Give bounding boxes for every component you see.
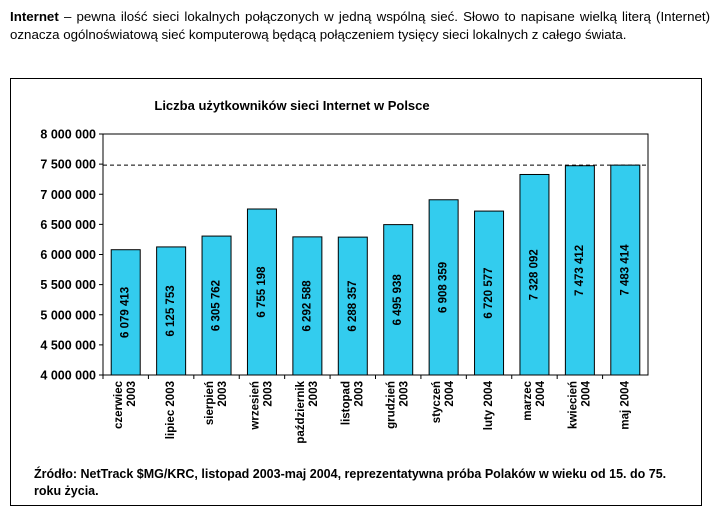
x-tick-label: maj 2004: [619, 381, 632, 430]
y-tick-label: 5 000 000: [40, 308, 96, 323]
x-tick-label: październik: [294, 381, 307, 444]
data-label: 7 473 412: [573, 244, 586, 296]
intro-term: Internet: [10, 9, 59, 24]
y-tick-label: 4 000 000: [40, 368, 96, 383]
data-label: 6 908 359: [437, 261, 450, 313]
data-label: 7 328 092: [528, 249, 541, 301]
data-label: 6 495 938: [392, 274, 405, 326]
x-tick-label: 2003: [307, 381, 320, 407]
x-tick-label: 2003: [262, 381, 275, 407]
x-tick-label: styczeń: [431, 381, 444, 424]
x-tick-label: czerwiec: [113, 381, 126, 429]
x-tick-label: wrzesień: [249, 381, 262, 430]
data-label: 6 288 357: [346, 280, 359, 332]
data-label: 6 079 413: [119, 286, 132, 338]
y-tick-label: 4 500 000: [40, 338, 96, 353]
x-tick-label: listopad: [340, 381, 353, 426]
x-tick-label: luty 2004: [483, 380, 496, 431]
x-tick-label: lipiec 2003: [165, 381, 178, 440]
x-tick-label: kwiecień: [567, 381, 580, 429]
data-label: 6 755 198: [255, 266, 268, 318]
x-tick-label: 2003: [398, 381, 411, 407]
plot-area: [40, 128, 648, 444]
y-tick-label: 6 000 000: [40, 248, 96, 262]
y-tick-label: 8 000 000: [40, 127, 96, 142]
source-note: Źródło: NetTrack $MG/KRC, listopad 2003-maj 2004, reprezentatywna próba Polaków w wieku od 15. do 75. roku życia.: [34, 467, 667, 498]
y-tick-label: 7 500 000: [40, 157, 96, 172]
data-label: 6 305 762: [210, 279, 223, 332]
x-tick-label: grudzień: [385, 381, 398, 429]
x-tick-label: marzec: [521, 381, 534, 421]
data-label: 7 483 414: [619, 244, 632, 296]
x-tick-label: 2004: [444, 381, 457, 407]
y-tick-label: 5 500 000: [40, 278, 96, 293]
x-tick-label: sierpień: [204, 381, 217, 426]
x-tick-label: 2004: [580, 381, 593, 407]
data-label: 6 292 588: [301, 280, 314, 332]
data-label: 6 125 753: [165, 285, 178, 337]
y-tick-label: 7 000 000: [40, 187, 96, 202]
intro-definition: – pewna ilość sieci lokalnych połączonych w jedną wspólną sieć. Słowo to napisane wielką literą (Internet) oznacza ogólnoświatową sieć komputerową będącą połączeniem tysięcy sieci lokalnych z całego świata.: [10, 9, 710, 42]
x-tick-label: 2003: [126, 381, 139, 407]
x-tick-label: 2003: [353, 381, 366, 407]
x-tick-label: 2003: [217, 381, 230, 407]
chart-title: Liczba użytkowników sieci Internet w Polsce: [154, 98, 430, 113]
y-tick-label: 6 500 000: [40, 217, 96, 232]
data-label: 6 720 577: [483, 267, 496, 319]
x-tick-label: 2004: [534, 381, 547, 407]
